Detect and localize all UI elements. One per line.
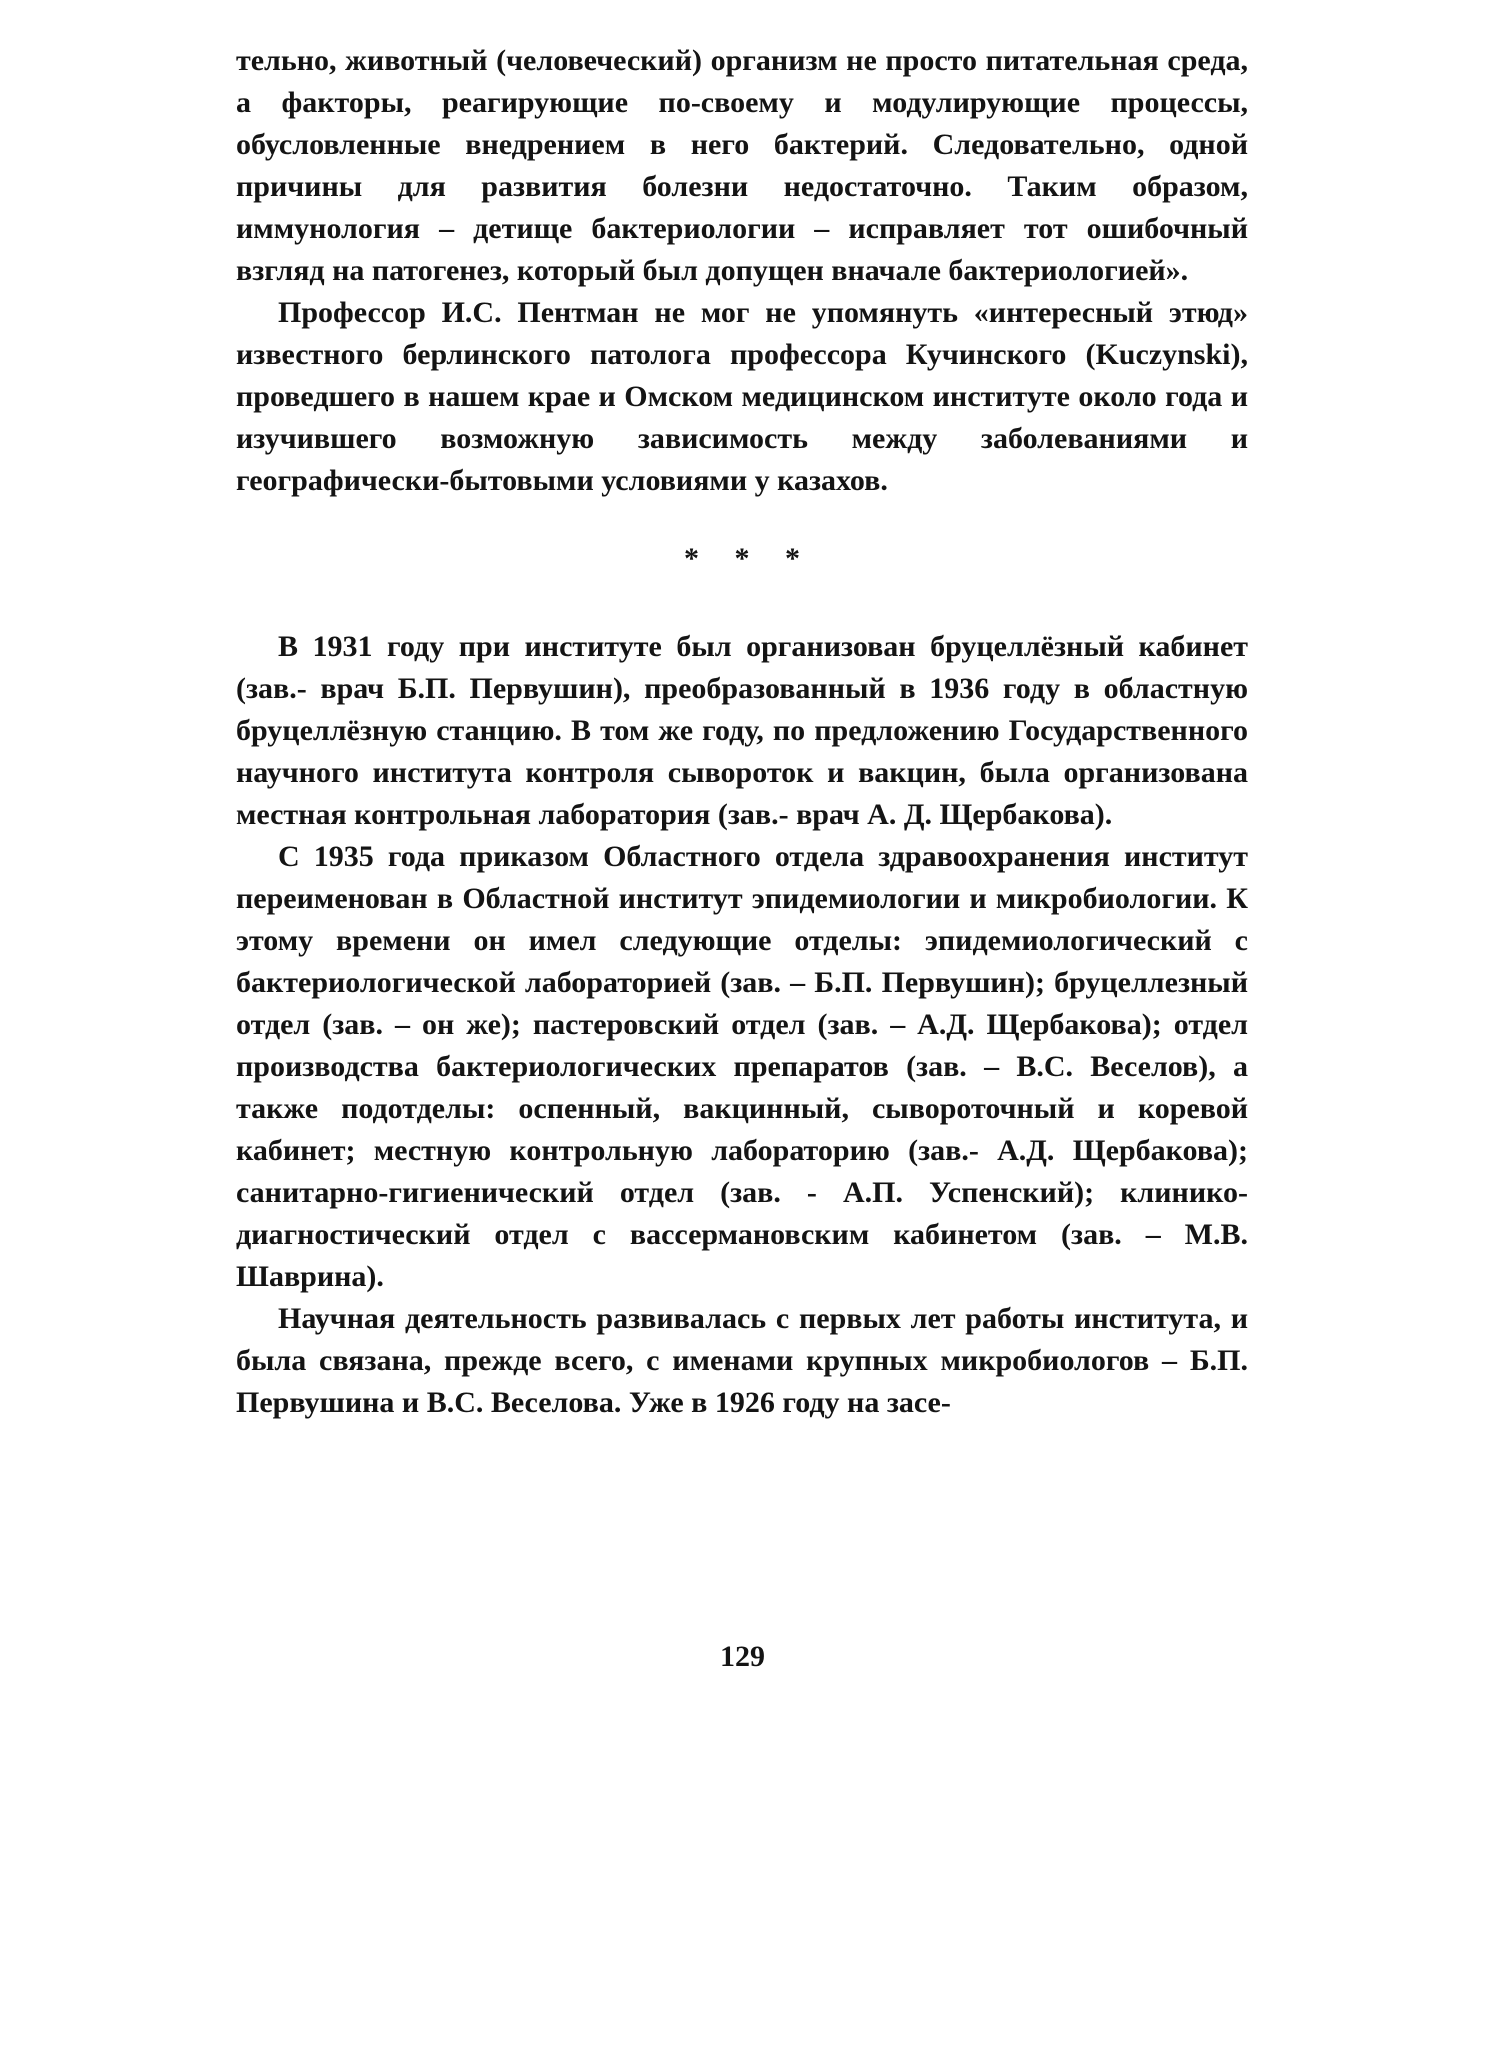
body-text (236, 40, 1248, 1424)
section-separator: * * * (684, 542, 814, 575)
paragraph-brucellosis-cabinet: В 1931 году при институте был организован бруцеллёзный кабинет (зав.- врач Б.П. Первушин), преобразованный в 1936 году в областную бруцеллёзную станцию. В том же году, по предложению Государственного научного института контроля сывороток и вакцин, была организована местная контрольная лаборатория (зав.- врач А. Д. Щербакова). (236, 630, 1248, 831)
paragraph-pentman: Профессор И.С. Пентман не мог не упомянуть «интересный этюд» известного берлинского патолога профессора Кучинского (Kuczynski), проведшего в нашем крае и Омском медицинском институте около года и изучившего возможную зависимость между заболеваниями и географически-бытовыми условиями у казахов. (236, 296, 1248, 497)
paragraph-scientific-activity: Научная деятельность развивалась с первых лет работы института, и была связана, прежде всего, с именами крупных микробиологов – Б.П. Первушина и В.С. Веселова. Уже в 1926 году на засе- (236, 1302, 1248, 1419)
page-number: 129 (720, 1640, 765, 1673)
paragraph-institute-renamed: С 1935 года приказом Областного отдела здравоохранения институт переименован в Областной институт эпидемиологии и микробиологии. К этому времени он имел следующие отделы: эпидемиологический с бактериологической лабораторией (зав. – Б.П. Первушин); бруцеллезный отдел (зав. – он же); пастеровский отдел (зав. – А.Д. Щербакова); отдел производства бактериологических препаратов (зав. – В.С. Веселов), а также подотделы: оспенный, вакцинный, сывороточный и коревой кабинет; местную контрольную лабораторию (зав.- А.Д. Щербакова); санитарно-гигиенический отдел (зав. - А.П. Успенский); клинико-диагностический отдел с вассермановским кабинетом (зав. – М.В. Шаврина). (236, 840, 1248, 1293)
paragraph-continuation: тельно, животный (человеческий) организм не просто питательная среда, а факторы, реагирующие по-своему и модулирующие процессы, обусловленные внедрением в него бактерий. Следовательно, одной причины для развития болезни недостаточно. Таким образом, иммунология – детище бактериологии – исправляет тот ошибочный взгляд на патогенез, который был допущен вначале бактериологией». (236, 44, 1248, 287)
